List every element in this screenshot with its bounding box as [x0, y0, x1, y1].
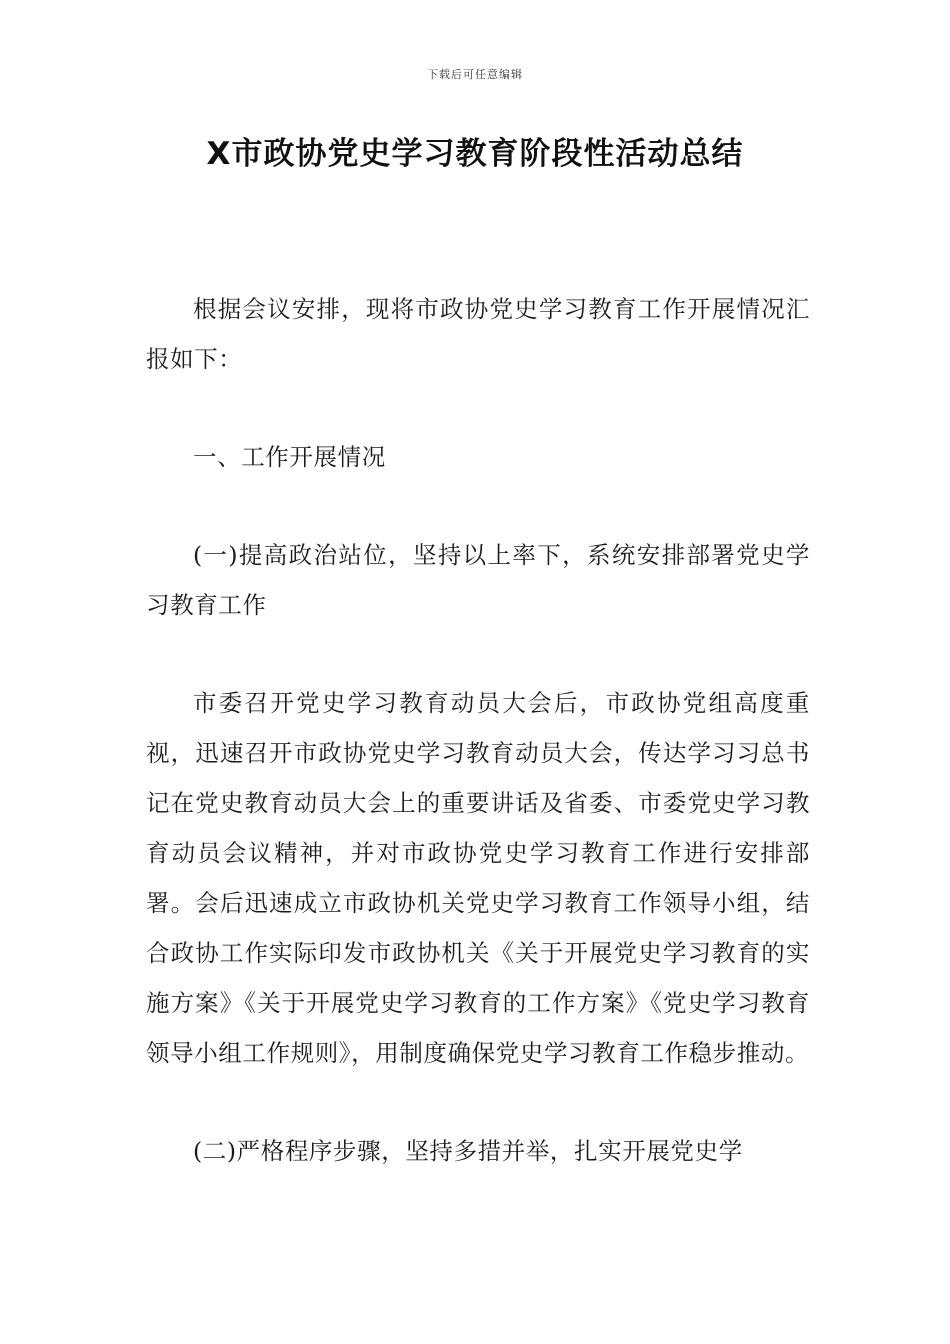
- subsection-heading-2: (二)严格程序步骤，坚持多措并举，扎实开展党史学: [193, 1137, 743, 1165]
- paragraph-intro: 根据会议安排，现将市政协党史学习教育工作开展情况汇报如下：: [146, 295, 810, 373]
- header-note: 下载后可任意编辑: [427, 68, 523, 81]
- section-heading-1: 一、工作开展情况: [193, 443, 386, 471]
- document-body: [146, 284, 810, 1176]
- paragraph-body-1: 市委召开党史学习教育动员大会后，市政协党组高度重视，迅速召开市政协党史学习教育动员大会，传达学习习总书记在党史教育动员大会上的重要讲话及省委、市委党史学习教育动员会议精神，并对市政协党史学习教育工作进行安排部署。会后迅速成立市政协机关党史学习教育工作领导小组，结合政协工作实际印发市政协机关《关于开展党史学习教育的实施方案》《关于开展党史学习教育的工作方案》《党史学习教育领导小组工作规则》，用制度确保党史学习教育工作稳步推动。: [146, 689, 810, 1067]
- document-title: X市政协党史学习教育阶段性活动总结: [206, 136, 744, 172]
- subsection-heading-1: (一)提高政治站位，坚持以上率下，系统安排部署党史学习教育工作: [146, 541, 810, 619]
